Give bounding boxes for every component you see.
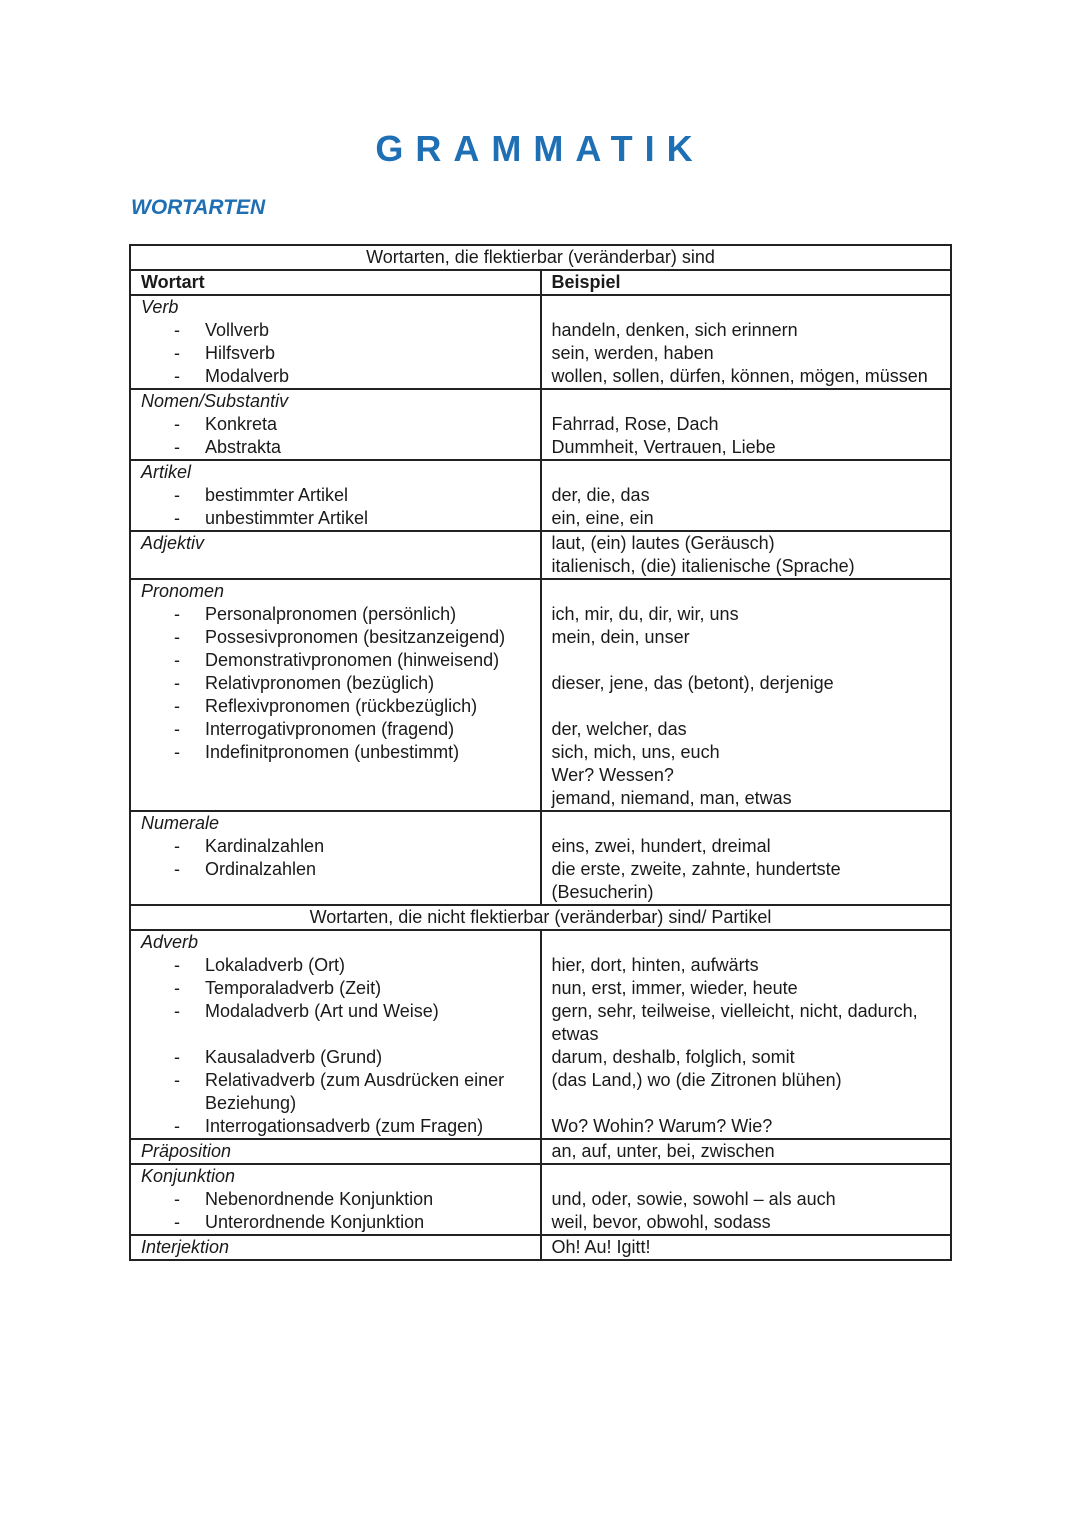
list-item: - Modalverb — [174, 366, 290, 386]
beispiel-cell — [541, 579, 952, 811]
example-text: dieser, jene, das (betont), derjenige — [551, 673, 834, 693]
category-label: Nomen/Substantiv — [141, 391, 289, 411]
list-item: - Kardinalzahlen — [174, 836, 325, 856]
beispiel-cell — [541, 460, 952, 531]
example-text: der, die, das — [551, 485, 650, 505]
beispiel-cell — [541, 389, 952, 460]
list-item: - Temporaladverb (Zeit) — [174, 978, 382, 998]
table-row-adverb — [130, 930, 951, 1139]
category-label: Adverb — [141, 932, 199, 952]
example-text: laut, (ein) lautes (Geräusch) — [551, 533, 775, 553]
list-item: - Possesivpronomen (besitzanzeigend) — [174, 627, 506, 647]
nicht-flektierbar-heading: Wortarten, die nicht flektierbar (veränderbar) sind/ Partikel — [130, 905, 951, 930]
beispiel-cell — [541, 930, 952, 1139]
list-item: - Indefinitpronomen (unbestimmt) — [174, 742, 460, 762]
example-text: eins, zwei, hundert, dreimal — [551, 836, 771, 856]
example-text: hier, dort, hinten, aufwärts — [551, 955, 759, 975]
list-item: - Unterordnende Konjunktion — [174, 1212, 425, 1232]
beispiel-cell — [541, 811, 952, 905]
example-text: und, oder, sowie, sowohl – als auch — [551, 1189, 836, 1209]
list-item: - Modaladverb (Art und Weise) — [174, 1001, 439, 1021]
wortart-cell — [130, 1235, 541, 1260]
example-text: sich, mich, uns, euch — [551, 742, 720, 762]
list-item: - Vollverb — [174, 320, 270, 340]
column-header-beispiel: Beispiel — [541, 270, 952, 295]
example-text: wollen, sollen, dürfen, können, mögen, müssen — [551, 366, 928, 386]
category-label: Präposition — [141, 1141, 232, 1161]
page-title: GRAMMATIK — [375, 128, 705, 169]
example-text: Wer? Wessen? — [551, 765, 674, 785]
wortart-cell — [130, 811, 541, 905]
table-row-interjektion — [130, 1235, 951, 1260]
example-text: weil, bevor, obwohl, sodass — [551, 1212, 771, 1232]
table-row-pronomen — [130, 579, 951, 811]
list-item: - Ordinalzahlen — [174, 859, 317, 879]
example-text: Dummheit, Vertrauen, Liebe — [551, 437, 776, 457]
category-label: Pronomen — [141, 581, 225, 601]
list-item: - Lokaladverb (Ort) — [174, 955, 346, 975]
list-item: - Interrogativpronomen (fragend) — [174, 719, 455, 739]
list-item: - Relativadverb (zum Ausdrücken einer Beziehung) — [174, 1070, 505, 1113]
list-item: - Relativpronomen (bezüglich) — [174, 673, 435, 693]
table-row-nomen — [130, 389, 951, 460]
list-item: - Interrogationsadverb (zum Fragen) — [174, 1116, 484, 1136]
table-row-adjektiv — [130, 531, 951, 579]
example-text: Fahrrad, Rose, Dach — [551, 414, 719, 434]
beispiel-cell — [541, 295, 952, 389]
list-item: - unbestimmter Artikel — [174, 508, 369, 528]
example-text: Wo? Wohin? Warum? Wie? — [551, 1116, 773, 1136]
example-text: italienisch, (die) italienische (Sprache) — [551, 556, 855, 576]
list-item: - Personalpronomen (persönlich) — [174, 604, 457, 624]
example-text: ich, mir, du, dir, wir, uns — [551, 604, 739, 624]
category-label: Adjektiv — [141, 533, 205, 553]
example-text: Oh! Au! Igitt! — [551, 1237, 651, 1257]
column-header-wortart: Wortart — [130, 270, 541, 295]
list-item: - Demonstrativpronomen (hinweisend) — [174, 650, 500, 670]
table-row-numerale — [130, 811, 951, 905]
column-header-row — [130, 270, 951, 295]
wortart-cell — [130, 930, 541, 1139]
wortart-cell — [130, 1139, 541, 1164]
example-text: nun, erst, immer, wieder, heute — [551, 978, 798, 998]
wortart-cell — [130, 295, 541, 389]
list-item: - Nebenordnende Konjunktion — [174, 1189, 434, 1209]
table-row-verb — [130, 295, 951, 389]
wortart-cell — [130, 531, 541, 579]
beispiel-cell — [541, 1235, 952, 1260]
table-row-konjunktion — [130, 1164, 951, 1235]
table-row-praeposition — [130, 1139, 951, 1164]
wortart-cell — [130, 389, 541, 460]
category-label: Artikel — [141, 462, 192, 482]
wortart-cell — [130, 1164, 541, 1235]
list-item: - Reflexivpronomen (rückbezüglich) — [174, 696, 478, 716]
beispiel-cell — [541, 531, 952, 579]
table-row-artikel — [130, 460, 951, 531]
example-text: an, auf, unter, bei, zwischen — [551, 1141, 775, 1161]
category-label: Konjunktion — [141, 1166, 236, 1186]
flektierbar-heading-row — [130, 245, 951, 270]
category-label: Verb — [141, 297, 179, 317]
list-item: - Konkreta — [174, 414, 278, 434]
example-text: handeln, denken, sich erinnern — [551, 320, 798, 340]
example-text: sein, werden, haben — [551, 343, 714, 363]
nicht-flektierbar-heading-row — [130, 905, 951, 930]
wortart-cell — [130, 460, 541, 531]
wortarten-table — [129, 244, 952, 1261]
example-text: mein, dein, unser — [551, 627, 690, 647]
category-label: Numerale — [141, 813, 220, 833]
beispiel-cell — [541, 1164, 952, 1235]
category-label: Interjektion — [141, 1237, 230, 1257]
list-item: - Hilfsverb — [174, 343, 276, 363]
list-item: - Abstrakta — [174, 437, 282, 457]
example-text: ein, eine, ein — [551, 508, 654, 528]
example-text: (das Land,) wo (die Zitronen blühen) — [551, 1070, 842, 1090]
wortart-cell — [130, 579, 541, 811]
list-item: - bestimmter Artikel — [174, 485, 349, 505]
list-item: - Kausaladverb (Grund) — [174, 1047, 383, 1067]
example-text: jemand, niemand, man, etwas — [551, 788, 792, 808]
section-title: WORTARTEN — [131, 196, 266, 219]
example-text: der, welcher, das — [551, 719, 687, 739]
flektierbar-heading: Wortarten, die flektierbar (veränderbar) sind — [130, 245, 951, 270]
example-text: gern, sehr, teilweise, vielleicht, nicht, dadurch, etwas — [551, 1001, 918, 1044]
example-text: darum, deshalb, folglich, somit — [551, 1047, 795, 1067]
beispiel-cell — [541, 1139, 952, 1164]
example-text: die erste, zweite, zahnte, hundertste (Besucherin) — [551, 859, 841, 902]
